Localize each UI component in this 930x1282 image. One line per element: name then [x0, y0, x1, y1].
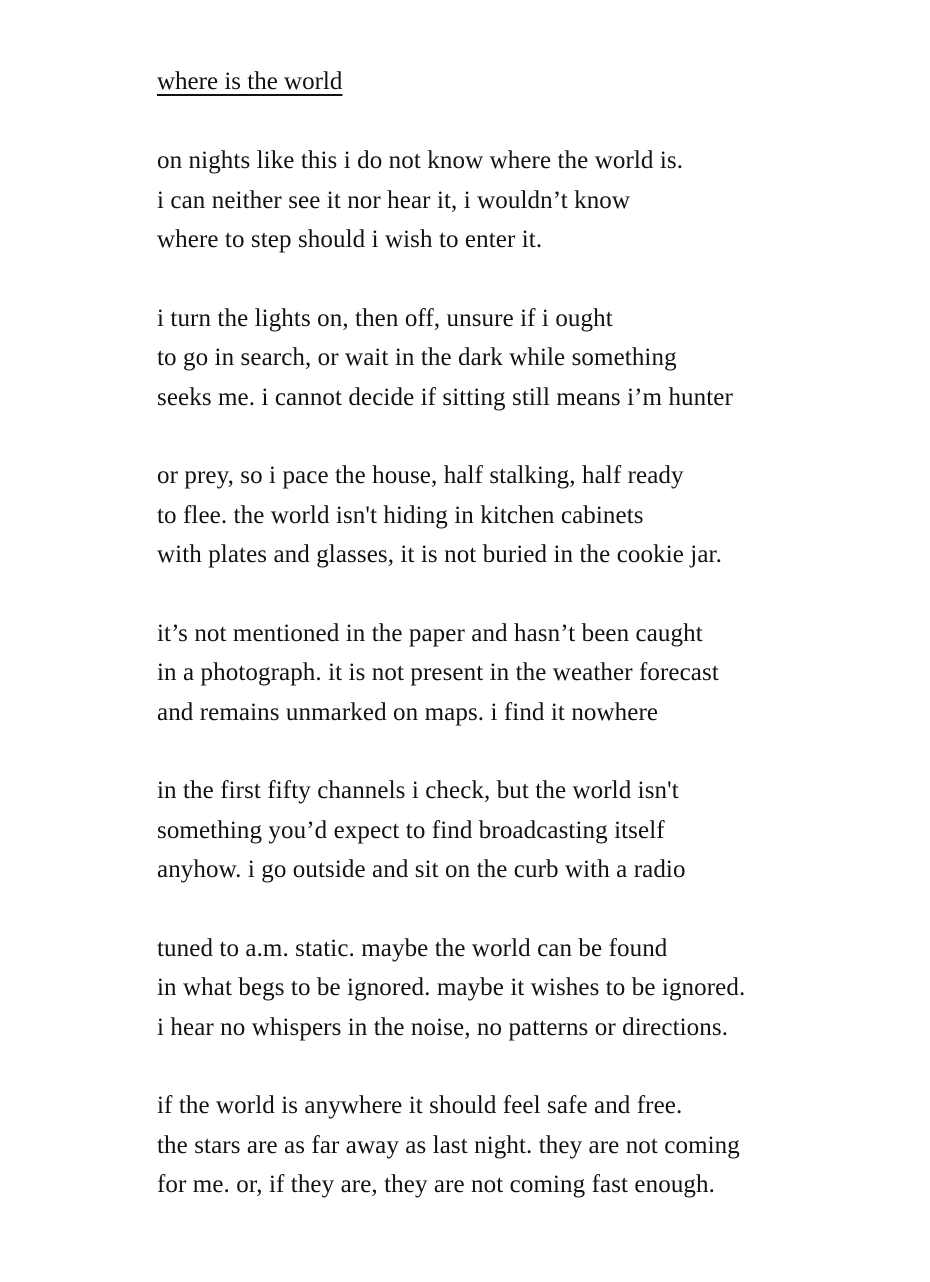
poem-line: in the first fifty channels i check, but the world isn't — [157, 777, 679, 804]
poem-title: where is the world — [157, 68, 343, 95]
poem-line: the stars are as far away as last night. they are not coming — [157, 1131, 740, 1159]
poem-line: to flee. the world isn't hiding in kitchen cabinets — [157, 501, 644, 529]
poem-line: in a photograph. it is not present in the weather forecast — [157, 659, 719, 686]
poem-line: i hear no whispers in the noise, no patterns or directions. — [157, 1013, 729, 1041]
poem-line: something you’d expect to find broadcasting itself — [157, 816, 665, 844]
poem-line: i can neither see it nor hear it, i wouldn’t know — [157, 186, 631, 214]
poem-line: to go in search, or wait in the dark while something — [157, 344, 677, 371]
stanza-1 — [157, 141, 870, 260]
poem-line: for me. or, if they are, they are not coming fast enough. — [157, 1171, 715, 1198]
poem-line: and remains unmarked on maps. i find it nowhere — [157, 698, 659, 726]
stanza-5 — [157, 771, 870, 890]
poem-line: in what begs to be ignored. maybe it wishes to be ignored. — [157, 974, 746, 1001]
stanza-6 — [157, 929, 870, 1048]
poem-line: it’s not mentioned in the paper and hasn’t been caught — [157, 619, 703, 647]
poem-line: where to step should i wish to enter it. — [157, 226, 543, 253]
stanza-4 — [157, 614, 870, 733]
stanza-7 — [157, 1086, 870, 1205]
poem-line: anyhow. i go outside and sit on the curb with a radio — [157, 856, 686, 883]
stanza-3 — [157, 456, 870, 575]
poem-line: i turn the lights on, then off, unsure if i ought — [157, 304, 613, 332]
poem-line: tuned to a.m. static. maybe the world can be found — [157, 934, 668, 962]
poem-line: on nights like this i do not know where the world is. — [157, 147, 684, 174]
poem-line: if the world is anywhere it should feel safe and free. — [157, 1092, 683, 1119]
poem-line: seeks me. i cannot decide if sitting still means i’m hunter — [157, 383, 733, 411]
poem-line: with plates and glasses, it is not buried in the cookie jar. — [157, 541, 722, 568]
stanza-2 — [157, 299, 870, 418]
poem-line: or prey, so i pace the house, half stalking, half ready — [157, 462, 684, 489]
